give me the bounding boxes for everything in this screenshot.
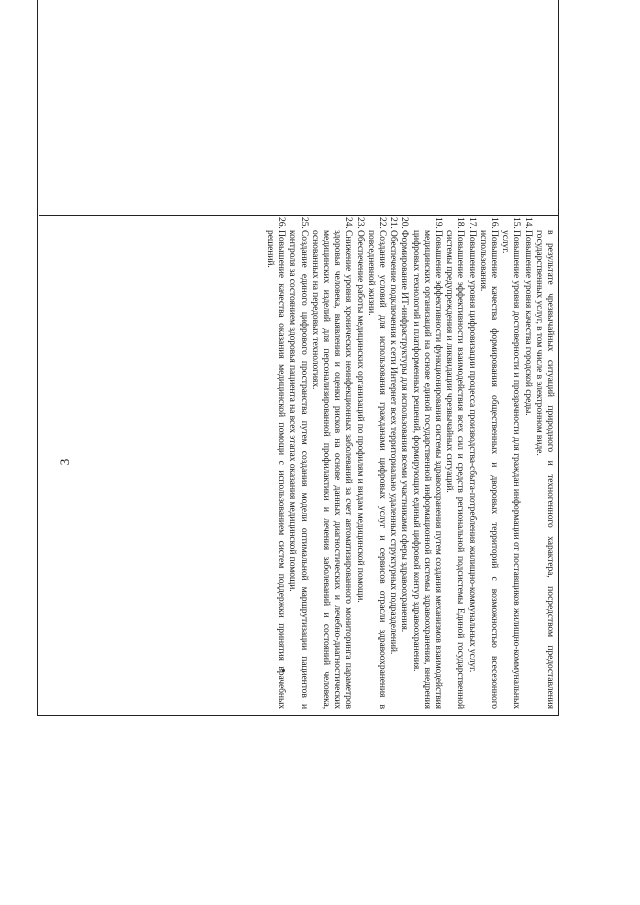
item-number: 16. xyxy=(488,217,500,229)
list-item xyxy=(466,217,477,709)
item-number: 23. xyxy=(354,217,366,229)
item-text: Повышение качества оказания медицинской помощи с использованием систем поддержки принятия врачебных решений. xyxy=(264,230,288,709)
item-text: Обеспечение подключения к сети Интернет всех территориально удаленных структурных подразделений. xyxy=(388,230,400,655)
item-text: Повышение качества формирования общественных и дворовых территорий с возможностью всесезонного использования. xyxy=(477,230,500,709)
item-text: Снижение уровня хронических неинфекционных заболеваний за счет автоматизированного мониторинга параметров здоровья человека, выявления и оценки рисков на основе данных диагностических и лечебно-диагностических медицинских изделий для персонализированной профилактики и лечения заболеваний и состояний человека, основанных на передовых технологиях. xyxy=(309,230,355,709)
list-item xyxy=(399,217,410,709)
page-number: 3 xyxy=(57,458,72,466)
rotated-page-content xyxy=(37,0,559,716)
table-left-cell xyxy=(39,0,559,216)
item-text: Повышение уровня качества городской среды. xyxy=(522,230,534,416)
item-number: 17. xyxy=(466,217,478,229)
list-item xyxy=(478,217,500,709)
item-number: 15. xyxy=(511,217,523,229)
list-item xyxy=(354,217,365,709)
item-text: Обеспечение работы медицинских организаций по профилям и видам медицинской помощи. xyxy=(354,230,366,603)
item-number: 18. xyxy=(455,217,467,229)
item-number: 19. xyxy=(432,217,444,229)
item-number: 20. xyxy=(399,217,411,229)
item-text: Повышение эффективности взаимодействия всех сил и средств региональной подсистемы Единой государственной системы предупреждения и ликвидации чрезвычайных ситуаций. xyxy=(444,230,467,709)
item-text: Создание единого цифрового пространства путем создания модели оптимальной маршрутизации пациентов и контроля за состоянием здоровья пациента на всех этапах оказания медицинской помощи. xyxy=(287,230,310,709)
item-text: Создание условий для использования гражданами цифровых услуг и сервисов отрасли здравоохранения в повседневной жизни. xyxy=(365,230,388,709)
item-text: Повышение эффективности функционирования системы здравоохранения путем создания механизмов взаимодействия медицинских организаций на основе единой государственной информационной системы здравоохранения, внедрения цифровых технологий и платформенных решений, формирующих единый цифровой контур здравоохранения. xyxy=(410,230,444,709)
list-item xyxy=(410,217,444,709)
list-item xyxy=(265,217,287,709)
table-right-cell xyxy=(40,217,556,709)
item-text: Повышение уровня цифровизации процесса производства-сбыта-потребления жилищно-коммунальных услуг. xyxy=(466,230,478,673)
item-text: в результате чрезвычайных ситуаций природного и техногенного характера, посредством предоставления государственных услуг, в том числе в электронном виде. xyxy=(533,230,556,709)
item-number: 26. xyxy=(276,217,288,229)
item-text: Формирование ИТ-инфраструктуры для использования всеми участниками сферы здравоохранения. xyxy=(399,230,411,633)
item-number: 22. xyxy=(376,217,388,229)
item-number: 25. xyxy=(298,217,310,229)
item-number: 21. xyxy=(388,217,400,229)
item-text: Повышение уровня достоверности и прозрачности для граждан информации от поставщиков жилищно-коммунальных услуг. xyxy=(500,230,523,709)
list-item xyxy=(534,217,556,709)
list-item xyxy=(310,217,355,709)
item-number: 14. xyxy=(522,217,534,229)
list-item xyxy=(287,217,309,709)
list-item xyxy=(500,217,522,709)
list-item xyxy=(444,217,466,709)
list-item xyxy=(522,217,533,709)
list-item xyxy=(366,217,388,709)
item-number: 24. xyxy=(343,217,355,229)
list-item xyxy=(388,217,399,709)
